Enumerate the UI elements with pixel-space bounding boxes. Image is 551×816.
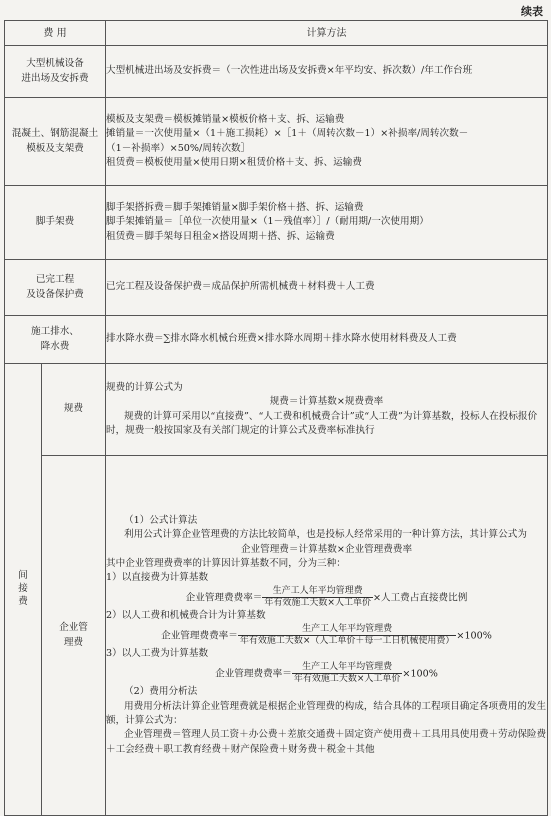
row-name: 大型机械设备 进出场及安拆费 bbox=[5, 46, 106, 98]
row-name-guifei: 规费 bbox=[42, 364, 106, 456]
cost-table bbox=[4, 20, 548, 816]
table-row bbox=[5, 98, 548, 186]
row-method: 已完工程及设备保护费＝成品保护所需机械费＋材料费＋人工费 bbox=[106, 260, 548, 316]
table-row bbox=[5, 46, 548, 98]
table-row bbox=[5, 260, 548, 316]
row-method-qiye: （1）公式计算法 利用公式计算企业管理费的方法比较简单，也是投标人经常采用的一种计算方法，其计算公式为 企业管理费＝计算基数×企业管理费费率 其中企业管理费费率的计算因计算基数不同，分为三种： 1）以直接费为计算基数 企业管理费费率＝ $\frac{\text{生产工人年平均管理费}}{\text{年有效施工天数×人工单价}}$ ×人工费占直接费比例 2）以人工费和机械费合计为计算基数 企业管理费费率＝ $\frac{\text{生产工人年平均管理费}}{\text{年有效施工天数×（人工单价＋每一工日机械使用费）}}$ ×100% 3）以人工费为计算基数 企业管理费费率＝ $\frac{\text{生产工人年平均管理费}}{\text{年有效施工天数×人工单价}}$ ×100% （2）费用分析法 用费用分析法计算企业管理费就是根据企业管理费的构成，结合具体的工程项目确定各项费用的发生额，计算公式为： 企业管理费＝管理人员工资＋办公费＋差旅交通费＋固定资产使用费＋工具用具使用费＋劳动保险费＋工会经费＋职工教育经费＋财产保险费＋财务费＋税金＋其他 bbox=[106, 456, 548, 816]
table-row bbox=[5, 456, 548, 816]
table-row bbox=[5, 186, 548, 260]
formula-labor-base: 企业管理费费率＝ $\frac{\text{生产工人年平均管理费}}{\text{年有效施工天数×人工单价}}$ ×100% bbox=[215, 661, 438, 684]
table-row bbox=[5, 316, 548, 364]
header-fee: 费 用 bbox=[5, 21, 106, 46]
row-name: 施工排水、 降水费 bbox=[5, 316, 106, 364]
continued-label: 续表 bbox=[521, 5, 543, 18]
formula-labor-machine-base: 企业管理费费率＝ $\frac{\text{生产工人年平均管理费}}{\text{年有效施工天数×（人工单价＋每一工日机械使用费）}}$ ×100% bbox=[161, 623, 492, 646]
formula-direct-base: 企业管理费费率＝ $\frac{\text{生产工人年平均管理费}}{\text{年有效施工天数×人工单价}}$ ×人工费占直接费比例 bbox=[185, 585, 468, 609]
indirect-cost-label: 间接费 bbox=[5, 364, 42, 816]
row-method: 脚手架搭拆费＝脚手架摊销量×脚手架价格＋搭、拆、运输费 脚手架摊销量＝［单位一次使用量×（1－残值率）］/（耐用期/一次使用期） 租赁费＝脚手架每日租金×搭设周期＋搭、拆、运输费 bbox=[106, 186, 548, 260]
table-row bbox=[5, 364, 548, 456]
row-name-qiye: 企业管 理费 bbox=[42, 456, 106, 816]
table-header-row bbox=[5, 21, 548, 46]
header-method: 计算方法 bbox=[106, 21, 548, 46]
row-method: 大型机械进出场及安拆费＝（一次性进出场及安拆费×年平均安、拆次数）/年工作台班 bbox=[106, 46, 548, 98]
row-method-guifei: 规费的计算公式为 规费＝计算基数×规费费率 规费的计算可采用以“直接费”、“人工费和机械费合计”或“人工费”为计算基数，投标人在投标报价时，规费一般按国家及有关部门规定的计算公式及费率标准执行 bbox=[106, 364, 548, 456]
row-method: 排水降水费＝∑排水降水机械台班费×排水降水周期＋排水降水使用材料费及人工费 bbox=[106, 316, 548, 364]
row-name: 已完工程 及设备保护费 bbox=[5, 260, 106, 316]
row-method: 模板及支架费＝模板摊销量×模板价格＋支、拆、运输费 摊销量＝一次使用量×（1＋施工损耗）×［1＋（周转次数－1）×补损率/周转次数－ （1－补损率）×50%/周转次数］ 租赁费＝模板使用量×使用日期×租赁价格＋支、拆、运输费 bbox=[106, 98, 548, 186]
row-name: 脚手架费 bbox=[5, 186, 106, 260]
row-name: 混凝土、钢筋混凝土 模板及支架费 bbox=[5, 98, 106, 186]
